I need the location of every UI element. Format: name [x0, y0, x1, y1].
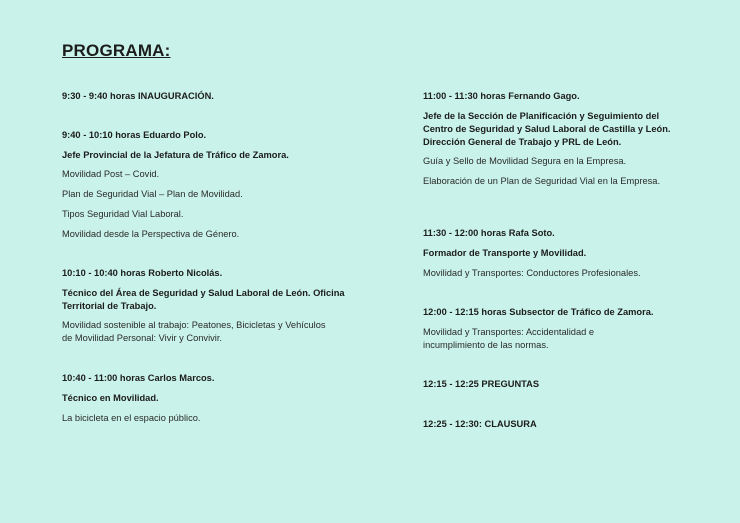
- topic-item: La bicicleta en el espacio público.: [62, 413, 201, 423]
- session-time-inauguration: 9:30 - 9:40 horas INAUGURACIÓN.: [62, 91, 214, 101]
- session-questions: 12:15 - 12:25 PREGUNTAS: [423, 379, 540, 389]
- page-title: PROGRAMA:: [62, 41, 171, 60]
- speaker-role: Técnico en Movilidad.: [62, 393, 159, 403]
- speaker-role: Formador de Transporte y Movilidad.: [423, 248, 587, 258]
- speaker-role: Técnico del Área de Seguridad y Salud Laboral de León. Oficina Territorial de Trabajo.: [62, 288, 345, 311]
- session-time-speaker: 10:40 - 11:00 horas Carlos Marcos.: [62, 373, 215, 383]
- session-time-speaker: 10:10 - 10:40 horas Roberto Nicolás.: [62, 268, 223, 278]
- topic-item: Tipos Seguridad Vial Laboral.: [62, 209, 184, 219]
- topic-item: Movilidad Post – Covid.: [62, 169, 160, 179]
- speaker-role: Jefe Provincial de la Jefatura de Tráfico de Zamora.: [62, 150, 289, 160]
- session-time-speaker: 11:00 - 11:30 horas Fernando Gago.: [423, 91, 580, 101]
- session-time-speaker: 12:00 - 12:15 horas Subsector de Tráfico de Zamora.: [423, 307, 654, 317]
- topic-item: Guía y Sello de Movilidad Segura en la Empresa.: [423, 156, 627, 166]
- topic-item: Plan de Seguridad Vial – Plan de Movilidad.: [62, 189, 243, 199]
- session-closing: 12:25 - 12:30: CLAUSURA: [423, 419, 537, 429]
- topic-item: Movilidad sostenible al trabajo: Peatones, Bicicletas y Vehículos de Movilidad Personal: Vivir y Convivir.: [62, 320, 326, 343]
- session-time-speaker: 9:40 - 10:10 horas Eduardo Polo.: [62, 130, 207, 140]
- topic-item: Movilidad y Transportes: Accidentalidad e incumplimiento de las normas.: [423, 327, 595, 350]
- session-time-speaker: 11:30 - 12:00 horas Rafa Soto.: [423, 228, 555, 238]
- topic-item: Elaboración de un Plan de Seguridad Vial en la Empresa.: [423, 176, 661, 186]
- topic-item: Movilidad desde la Perspectiva de Género.: [62, 229, 240, 239]
- speaker-role: Jefe de la Sección de Planificación y Seguimiento del Centro de Seguridad y Salud Laboral de Castilla y León. Dirección General de Trabajo y PRL de León.: [423, 111, 671, 147]
- topic-item: Movilidad y Transportes: Conductores Profesionales.: [423, 268, 641, 278]
